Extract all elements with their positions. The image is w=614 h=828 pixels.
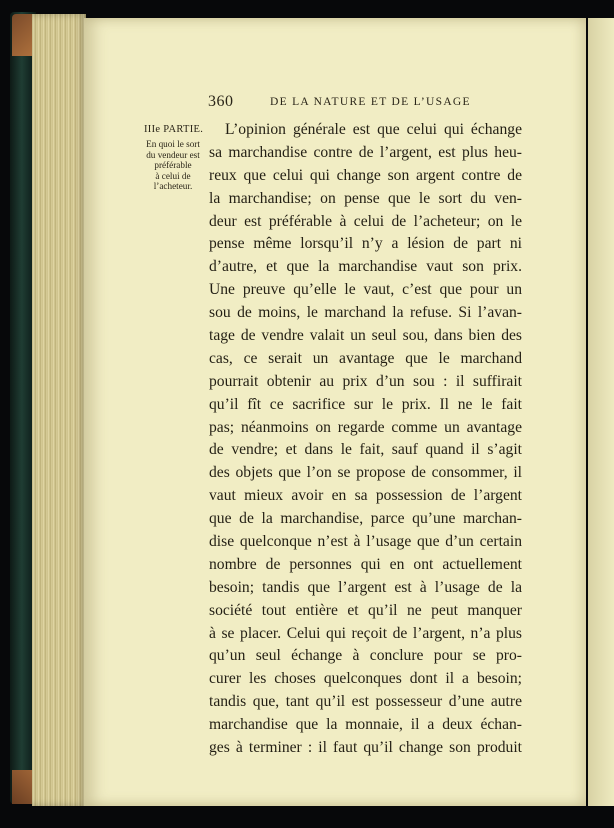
text-line: pense même lorsqu’il n’y a lésion de part ni (209, 235, 522, 253)
text-line: vaut mieux avoir en sa possession de l’argent (209, 487, 522, 505)
body-text (209, 119, 522, 760)
text-line: société tout entière et qu’il ne peut manquer (209, 601, 522, 619)
text-line: dise quelconque n’est à l’usage que d’un certain (209, 533, 522, 551)
text-line: Une preuve qu’elle le vaut, c’est que pour un (209, 281, 522, 299)
text-line: pas; néanmoins on regarde comme un avantage (209, 418, 522, 436)
text-line: nombre de personnes qui en ont actuellement (209, 555, 522, 573)
margin-note-line: préférable (154, 160, 192, 171)
text-line: la marchandise; on pense que le sort du ven- (209, 189, 522, 207)
text-line: reux que celui qui change son argent contre de (209, 166, 522, 184)
text-line: que de la marchandise, parce qu’une marchan- (209, 510, 522, 528)
facing-page-edge (588, 18, 614, 806)
text-line: L’opinion générale est que celui qui échange (225, 121, 522, 138)
page-edges (32, 14, 86, 806)
text-line: à se placer. Celui qui reçoit de l’argent, n’a plus (209, 624, 522, 642)
text-line: pourrait obtenir au prix d’un sou : il suffirait (209, 372, 522, 390)
margin-note-line: à celui de (155, 170, 191, 181)
margin-note-line: En quoi le sort (146, 139, 200, 149)
text-line: des objets que l’on se propose de consommer, il (209, 464, 522, 482)
running-head (208, 93, 528, 113)
margin-note (140, 139, 206, 192)
text-line: deur est préférable à celui de l’acheteur; on le (209, 212, 522, 230)
text-line: curer les choses quelconques dont il a besoin; (209, 670, 522, 688)
margin-note-line: l’acheteur. (153, 181, 193, 192)
text-line: marchandise que la monnaie, il a deux échan- (209, 716, 522, 734)
margin-note-line: du vendeur est (146, 149, 200, 160)
text-line: qu’il fît ce sacrifice sur le prix. Il ne le fait (209, 395, 522, 413)
text-line: qu’un seul échange à conclure pour se pro- (209, 647, 522, 665)
text-line: sou de moins, le marchand la refuse. Si l’avan- (209, 304, 522, 322)
text-line: besoin; tandis que l’argent est à l’usage de la (209, 578, 522, 596)
text-line: cas, ce serait un avantage que le marchand (209, 349, 522, 367)
text-line: sa marchandise contre de l’argent, est plus heu- (209, 143, 522, 161)
text-line: tage de vendre valait un seul sou, dans bien des (209, 327, 522, 345)
text-line: d’autre, et que la marchandise vaut son prix. (209, 258, 522, 276)
running-title: DE LA NATURE ET DE L’USAGE (270, 96, 471, 108)
text-line: ges à terminer : il faut qu’il change son produit (209, 739, 522, 757)
margin-part-label: IIIe PARTIE. (144, 124, 204, 135)
text-line: de vendre; et dans le fait, sauf quand il s’agit (209, 441, 522, 459)
text-line: tandis que, tant qu’il est possesseur d’une autre (209, 693, 522, 711)
page-number: 360 (208, 93, 234, 110)
